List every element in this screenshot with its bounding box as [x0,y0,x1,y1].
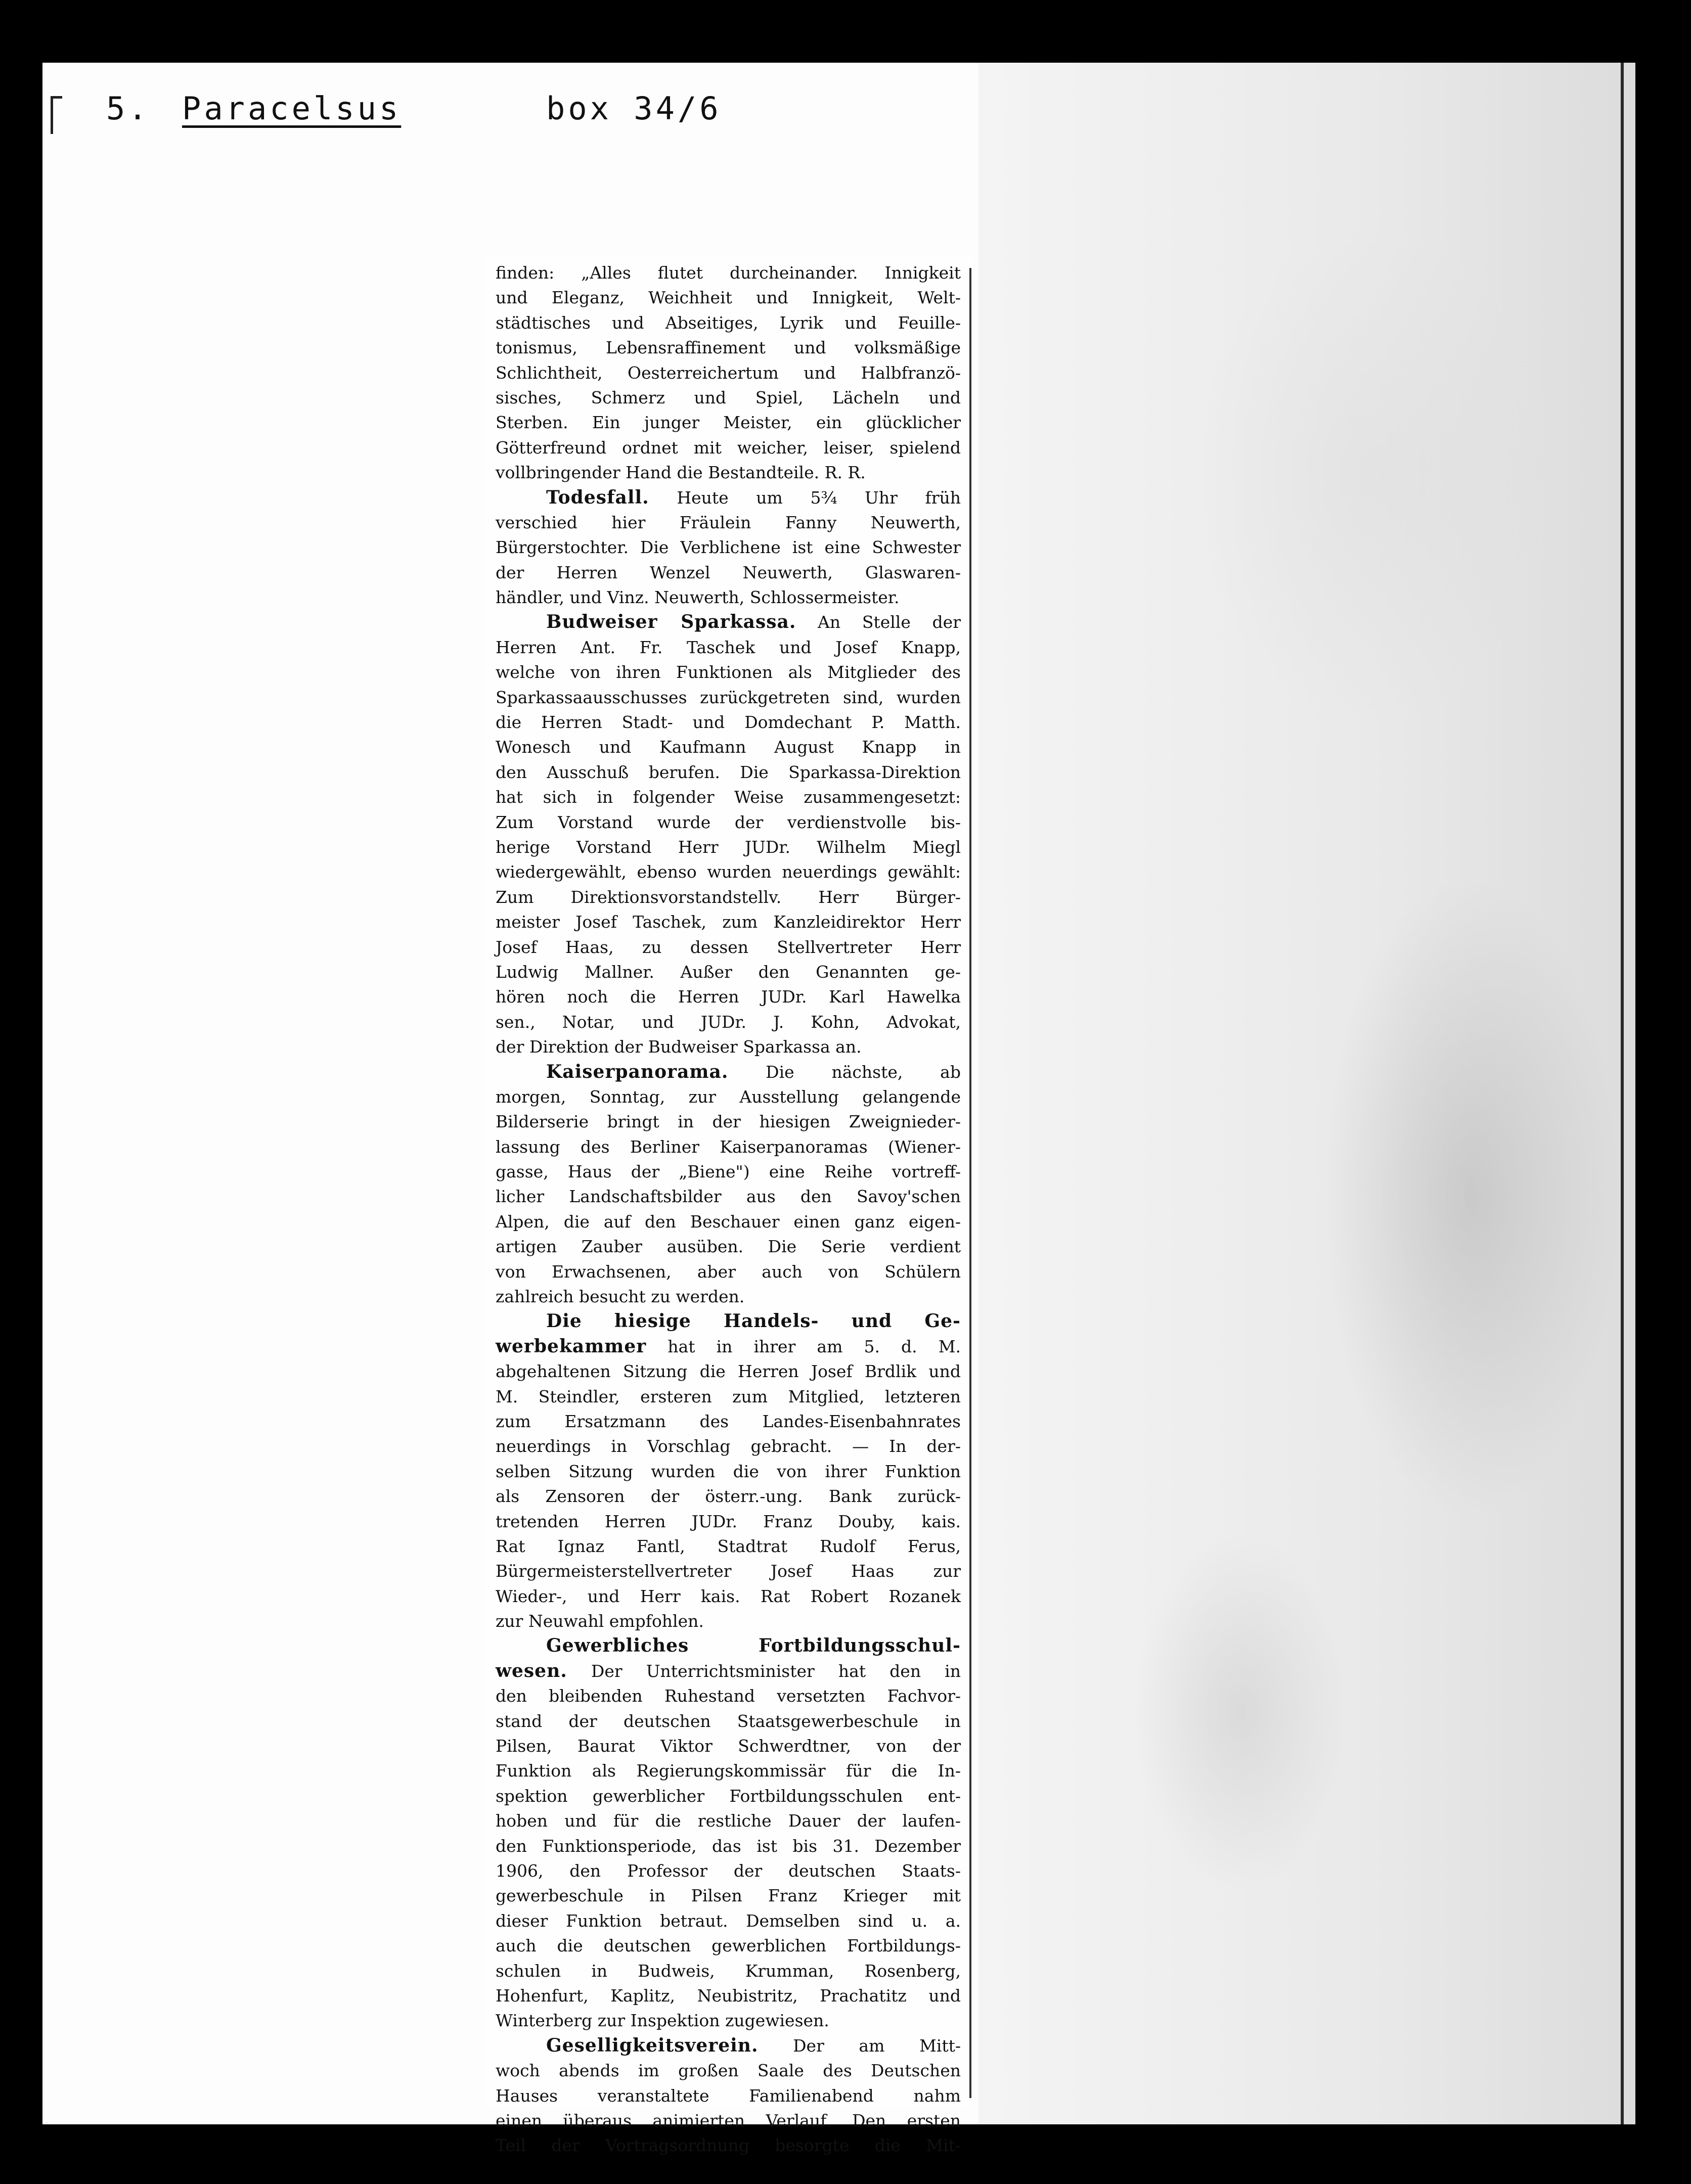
article-line [496,1808,961,1833]
article-line [496,1084,961,1109]
line-text: hat in ihrer am 5. d. M. [646,1336,961,1356]
article-line [496,1834,961,1858]
article-line [496,1983,961,2008]
line-text: meister Josef Taschek, zum Kanzleidirektor Herr [496,912,961,932]
article-line [496,859,961,884]
article-line [496,2133,961,2158]
line-text: abgehaltenen Sitzung die Herren Josef Brdlik und [496,1361,961,1382]
article-heading-line [496,1309,961,1334]
article-line [496,1184,961,1209]
section-heading: Die hiesige Handels- und Ge- [546,1310,961,1332]
article-line [496,260,961,285]
line-text: Wonesch und Kaufmann August Knapp in [496,737,961,757]
line-text: Josef Haas, zu dessen Stellvertreter Herr [496,937,961,957]
line-text: finden: „Alles flutet durcheinander. Innigkeit [496,263,961,283]
article-line [496,460,961,485]
article-line [496,510,961,535]
line-text: der Direktion der Budweiser Sparkassa an. [496,1037,862,1057]
line-text: welche von ihren Funktionen als Mitglieder des [496,662,961,682]
article-line [496,1933,961,1958]
article-line [496,2083,961,2108]
article-line [496,535,961,560]
section-heading: wesen. [496,1660,567,1681]
line-text: tretenden Herren JUDr. Franz Douby, kais. [496,1511,961,1531]
column-rule [969,268,971,2098]
line-text: artigen Zauber ausüben. Die Serie verdient [496,1237,961,1257]
line-text: von Erwachsenen, aber auch von Schülern [496,1261,961,1282]
article-line [496,1134,961,1159]
article-line [496,1459,961,1484]
article-heading-line [496,1060,961,1084]
line-text: Hohenfurt, Kaplitz, Neubistritz, Prachatitz und [496,1985,961,2006]
line-text: Die nächste, ab [728,1062,961,1082]
line-text: als Zensoren der österr.-ung. Bank zurück- [496,1486,961,1507]
line-text: Wieder-, und Herr kais. Rat Robert Rozanek [496,1586,961,1606]
article-line [496,1784,961,1808]
line-text: Herren Ant. Fr. Taschek und Josef Knapp, [496,637,961,657]
line-text: Teil der Vortragsordnung besorgte die Mit- [496,2135,961,2156]
section-heading: Budweiser Sparkassa. [546,611,796,633]
article-line [496,2108,961,2133]
article-line [496,960,961,984]
line-text: M. Steindler, ersteren zum Mitglied, letzteren [496,1386,961,1406]
article-line [496,1734,961,1758]
article-line [496,1959,961,1983]
box-label: box 34/6 [546,90,722,127]
article-line [496,635,961,660]
line-text: zum Ersatzmann des Landes-Eisenbahnrates [496,1411,961,1431]
line-text: Sparkassaausschusses zurückgetreten sind, wurden [496,687,961,707]
line-text: Bilderserie bringt in der hiesigen Zweignieder- [496,1112,961,1132]
article-line [496,885,961,909]
section-heading: Todesfall. [546,486,649,508]
line-text: neuerdings in Vorschlag gebracht. — In der- [496,1436,961,1457]
line-text: die Herren Stadt- und Domdechant P. Matth. [496,712,961,733]
line-text: gewerbeschule in Pilsen Franz Krieger mit [496,1886,961,1906]
line-text: selben Sitzung wurden die von ihrer Funktion [496,1461,961,1481]
article-line [496,909,961,934]
article-line [496,1709,961,1734]
article-line [496,560,961,585]
line-text: auch die deutschen gewerblichen Fortbildungs- [496,1936,961,1956]
line-text: zahlreich besucht zu werden. [496,1287,745,1307]
line-text: licher Landschaftsbilder aus den Savoy'schen [496,1187,961,1207]
sheet-edge [1621,63,1624,2124]
line-text: herige Vorstand Herr JUDr. Wilhelm Miegl [496,837,961,857]
article-line [496,1234,961,1259]
line-text: Der Unterrichtsminister hat den in [567,1661,961,1681]
article-line [496,1484,961,1509]
article-line [496,585,961,610]
article-heading-line [496,610,961,634]
article-line [496,1858,961,1883]
article-line [496,1384,961,1409]
article-line [496,785,961,809]
line-text: den Funktionsperiode, das ist bis 31. Dezember [496,1836,961,1856]
line-text: schulen in Budweis, Krumman, Rosenberg, [496,1961,961,1981]
article-line [496,660,961,685]
article-line [496,1908,961,1933]
article-line [496,310,961,335]
corner-bracket [51,96,62,134]
article-line [496,1284,961,1309]
line-text: verschied hier Fräulein Fanny Neuwerth, [496,512,961,532]
article-line [496,410,961,435]
article-line [496,935,961,960]
article-line [496,2008,961,2033]
article-line [496,385,961,410]
article-line [496,1159,961,1184]
article-heading-line [496,1659,961,1684]
line-text: der Herren Wenzel Neuwerth, Glaswaren- [496,562,961,582]
article-line [496,1359,961,1384]
folder-number: 5. [106,90,150,127]
line-text: sen., Notar, und JUDr. J. Kohn, Advokat, [496,1012,961,1032]
line-text: stand der deutschen Staatsgewerbeschule in [496,1711,961,1731]
line-text: städtisches und Abseitiges, Lyrik und Feuille- [496,312,961,333]
line-text: spektion gewerblicher Fortbildungsschulen ent- [496,1786,961,1806]
article-line [496,1684,961,1708]
article-line [496,1034,961,1059]
article-line [496,335,961,360]
line-text: Heute um 5¾ Uhr früh [649,487,961,508]
line-text: händler, und Vinz. Neuwerth, Schlossermeister. [496,587,900,608]
line-text: morgen, Sonntag, zur Ausstellung gelangende [496,1086,961,1107]
article-line [496,1010,961,1034]
article-heading-line [496,1334,961,1359]
line-text: tonismus, Lebensraffinement und volksmäßige [496,338,961,358]
line-text: Funktion als Regierungskommissär für die In- [496,1761,961,1781]
line-text: dieser Funktion betraut. Demselben sind u. a. [496,1910,961,1931]
article-line [496,285,961,310]
line-text: Alpen, die auf den Beschauer einen ganz eigen- [496,1211,961,1232]
article-line [496,1409,961,1434]
line-text: Götterfreund ordnet mit weicher, leiser, spielend [496,437,961,458]
line-text: vollbringender Hand die Bestandteile. R. R. [496,463,866,483]
line-text: Zum Direktionsvorstandstellv. Herr Bürger- [496,887,961,907]
section-heading: Gewerbliches Fortbildungsschul- [546,1635,961,1657]
section-heading: werbekammer [496,1335,647,1357]
article-line [496,1559,961,1583]
article-line [496,360,961,385]
line-text: Hauses veranstaltete Familienabend nahm [496,2085,961,2106]
line-text: hören noch die Herren JUDr. Karl Hawelka [496,987,961,1007]
article-column [496,260,961,2158]
line-text: Zum Vorstand wurde der verdienstvolle bis- [496,812,961,832]
article-line [496,1259,961,1284]
line-text: hoben und für die restliche Dauer der laufen- [496,1811,961,1831]
line-text: Sterben. Ein junger Meister, ein glücklicher [496,413,961,433]
line-text: zur Neuwahl empfohlen. [496,1611,704,1631]
line-text: Schlichtheit, Oesterreichertum und Halbfranzö- [496,362,961,383]
line-text: Bürgermeisterstellvertreter Josef Haas zur [496,1561,961,1581]
line-text: lassung des Berliner Kaiserpanoramas (Wiener- [496,1136,961,1157]
article-line [496,2058,961,2083]
line-text: Ludwig Mallner. Außer den Genannten ge- [496,962,961,982]
archive-header [106,90,722,127]
line-text: und Eleganz, Weichheit und Innigkeit, Welt- [496,288,961,308]
folder-title: Paracelsus [182,90,402,127]
line-text: gasse, Haus der „Biene") eine Reihe vortreff- [496,1162,961,1182]
article-line [496,1534,961,1559]
article-heading-line [496,1633,961,1658]
line-text: Pilsen, Baurat Viktor Schwerdtner, von der [496,1736,961,1756]
line-text: sisches, Schmerz und Spiel, Lächeln und [496,387,961,407]
line-text: einen überaus animierten Verlauf. Den ersten [496,2110,961,2130]
line-text: Der am Mitt- [758,2035,961,2056]
article-line [496,1509,961,1534]
backing-paper [978,63,1635,2124]
article-line [496,835,961,859]
line-text: den bleibenden Ruhestand versetzten Fachvor- [496,1686,961,1706]
article-line [496,435,961,460]
article-line [496,685,961,710]
article-line [496,1883,961,1908]
article-line [496,1434,961,1459]
article-line [496,1609,961,1633]
section-heading: Geselligkeitsverein. [546,2034,759,2056]
article-heading-line [496,2033,961,2058]
article-heading-line [496,485,961,510]
line-text: hat sich in folgender Weise zusammengesetzt: [496,787,961,807]
line-text: Winterberg zur Inspektion zugewiesen. [496,2011,829,2031]
line-text: wiedergewählt, ebenso wurden neuerdings gewählt: [496,862,961,882]
article-line [496,1209,961,1234]
line-text: Bürgerstochter. Die Verblichene ist eine Schwester [496,537,961,558]
article-line [496,1758,961,1783]
newspaper-clipping [485,255,973,2156]
line-text: 1906, den Professor der deutschen Staats- [496,1861,961,1881]
line-text: woch abends im großen Saale des Deutschen [496,2061,961,2081]
line-text: den Ausschuß berufen. Die Sparkassa-Direktion [496,762,961,782]
article-line [496,984,961,1009]
article-line [496,1109,961,1134]
line-text: An Stelle der [796,612,961,632]
article-line [496,760,961,785]
article-line [496,735,961,759]
article-line [496,710,961,735]
article-line [496,810,961,835]
article-line [496,1584,961,1609]
section-heading: Kaiserpanorama. [546,1061,729,1082]
line-text: Rat Ignaz Fantl, Stadtrat Rudolf Ferus, [496,1536,961,1556]
